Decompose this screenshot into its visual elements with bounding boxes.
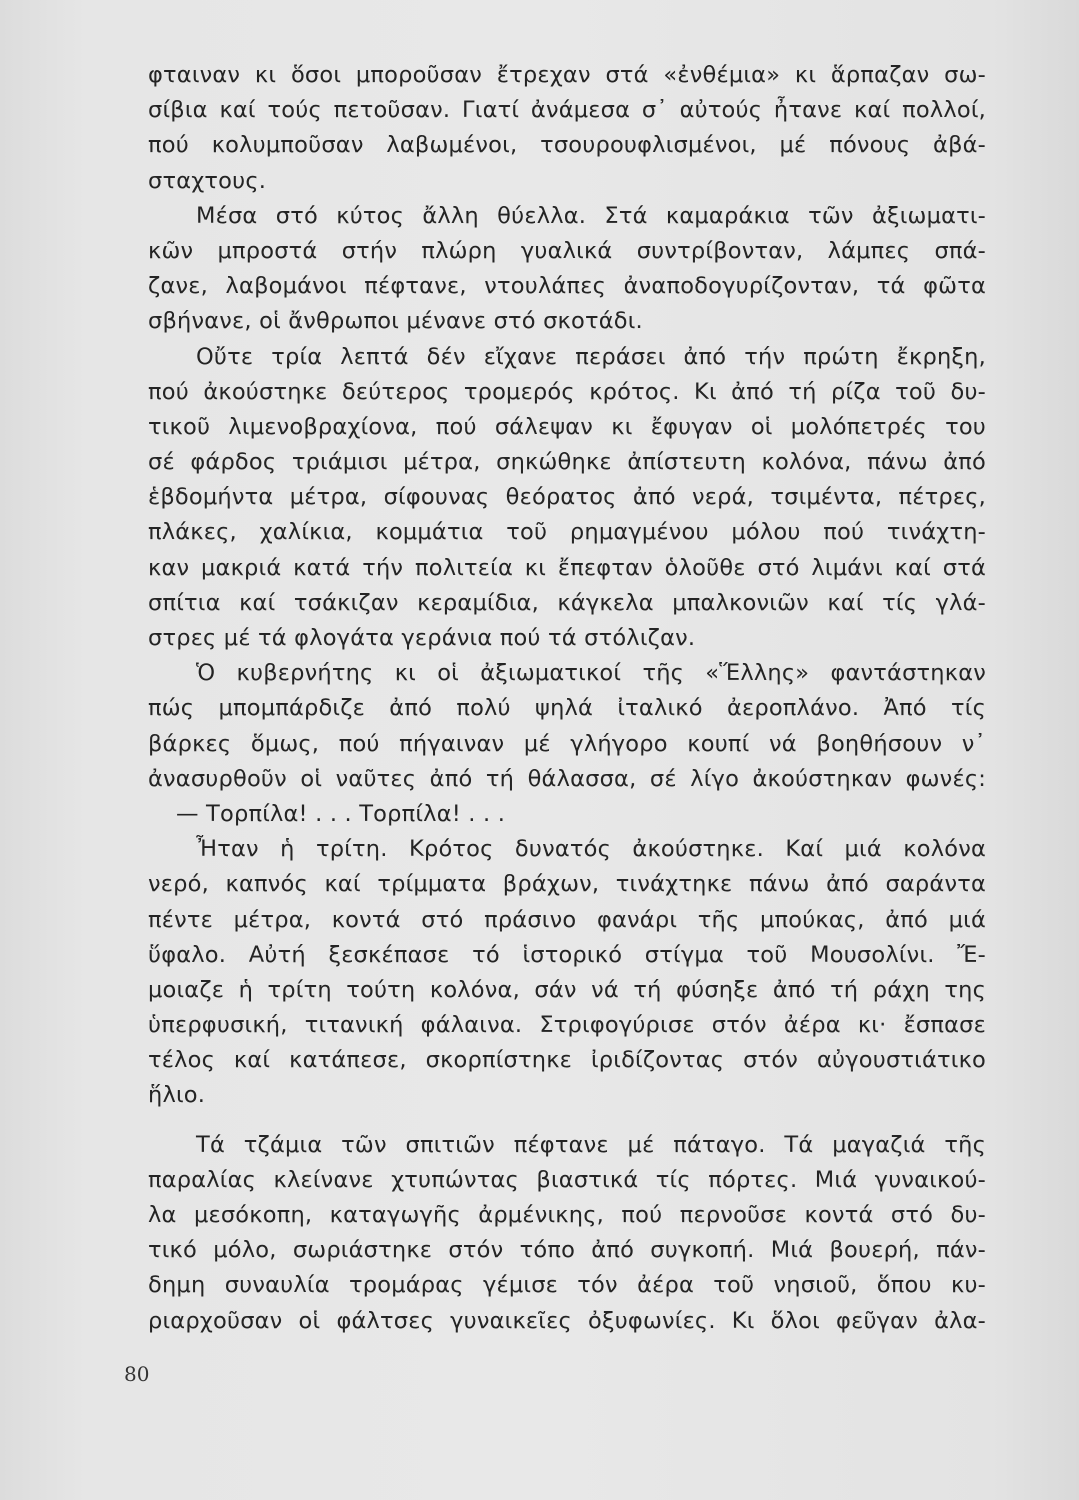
text-line: ὕφαλο. Αὐτή ξεσκέπασε τό ἱστορικό στίγμα τοῦ Μουσολίνι. Ἔ- (148, 941, 986, 968)
paragraph-first-line: Τά τζάμια τῶν σπιτιῶν πέφτανε μέ πάταγο. Τά μαγαζιά τῆς (196, 1131, 986, 1158)
text-line: τικό μόλο, σωριάστηκε στόν τόπο ἀπό συγκοπή. Μιά βουερή, πάν- (148, 1237, 986, 1264)
text-line: ἑβδομήντα μέτρα, σίφουνας θεόρατος ἀπό νερά, τσιμέντα, πέτρες, (148, 484, 986, 511)
text-line: πλάκες, χαλίκια, κομμάτια τοῦ ρημαγμένου μόλου πού τινάχτη- (148, 519, 986, 546)
text-line: λα μεσόκοπη, καταγωγῆς ἀρμένικης, πού περνοῦσε κοντά στό δυ- (148, 1202, 986, 1228)
text-line: πώς μπομπάρδιζε ἀπό πολύ ψηλά ἰταλικό ἀεροπλάνο. Ἀπό τίς (148, 695, 986, 722)
text-line: σίβια καί τούς πετοῦσαν. Γιατί ἀνάμεσα σ᾿ αὐτούς ἦτανε καί πολλοί, (148, 97, 986, 124)
text-line: ριαρχοῦσαν οἱ φάλτσες γυναικεῖες ὀξυφωνίες. Κι ὅλοι φεῦγαν ἀλα- (148, 1307, 986, 1334)
text-line: πού κολυμποῦσαν λαβωμένοι, τσουρουφλισμένοι, μέ πόνους ἀβά- (148, 132, 986, 159)
text-line: σέ φάρδος τριάμισι μέτρα, σηκώθηκε ἀπίστευτη κολόνα, πάνω ἀπό (148, 449, 986, 476)
paragraph-first-line: Ὁ κυβερνήτης κι οἱ ἀξιωματικοί τῆς «Ἕλλης» φαντάστηκαν (196, 660, 986, 687)
body-text (148, 58, 986, 1339)
paragraph-gap (148, 1114, 986, 1128)
paragraph-first-line: Ἦταν ἡ τρίτη. Κρότος δυνατός ἀκούστηκε. Καί μιά κολόνα (196, 836, 986, 863)
page-number: 80 (124, 1362, 150, 1386)
text-line: ἀνασυρθοῦν οἱ ναῦτες ἀπό τή θάλασσα, σέ λίγο ἀκούστηκαν φωνές: (148, 765, 986, 792)
text-line: πέντε μέτρα, κοντά στό πράσινο φανάρι τῆς μπούκας, ἀπό μιά (148, 906, 986, 933)
text-line: τικοῦ λιμενοβραχίονα, πού σάλεψαν κι ἔφυγαν οἱ μολόπετρές του (148, 413, 986, 440)
text-line: σπίτια καί τσάκιζαν κεραμίδια, κάγκελα μπαλκονιῶν καί τίς γλά- (148, 589, 986, 616)
text-line: κῶν μπροστά στήν πλώρη γυαλικά συντρίβονταν, λάμπες σπά- (148, 237, 986, 264)
paragraph-first-line: Οὔτε τρία λεπτά δέν εἴχανε περάσει ἀπό τήν πρώτη ἔκρηξη, (196, 343, 986, 370)
text-line: σβήνανε, οἱ ἄνθρωποι μένανε στό σκοτάδι. (148, 308, 643, 335)
text-line: ἥλιο. (148, 1082, 206, 1109)
text-line: μοιαζε ἡ τρίτη τούτη κολόνα, σάν νά τή φύσηξε ἀπό τή ράχη της (148, 976, 986, 1003)
text-line: παραλίας κλείνανε χτυπώντας βιαστικά τίς πόρτες. Μιά γυναικού- (148, 1166, 986, 1193)
text-line: σταχτους. (148, 167, 267, 194)
text-line: πού ἀκούστηκε δεύτερος τρομερός κρότος. Κι ἀπό τή ρίζα τοῦ δυ- (148, 378, 986, 405)
text-line: καν μακριά κατά τήν πολιτεία κι ἔπεφταν ὁλοῦθε στό λιμάνι καί στά (148, 554, 986, 581)
text-line: ζανε, λαβομάνοι πέφτανε, ντουλάπες ἀναποδογυρίζονταν, τά φῶτα (148, 273, 986, 300)
text-line: στρες μέ τά φλογάτα γεράνια πού τά στόλιζαν. (148, 625, 696, 651)
text-line: ὑπερφυσική, τιτανική φάλαινα. Στριφογύρισε στόν ἀέρα κι· ἔσπασε (148, 1012, 986, 1039)
paragraph-first-line: Μέσα στό κύτος ἄλλη θύελλα. Στά καμαράκια τῶν ἀξιωματι- (196, 202, 986, 229)
text-line: φταιναν κι ὅσοι μποροῦσαν ἔτρεχαν στά «ἐνθέμια» κι ἅρπαζαν σω- (148, 62, 986, 88)
text-line: τέλος καί κατάπεσε, σκορπίστηκε ἰριδίζοντας στόν αὐγουστιάτικο (148, 1047, 986, 1074)
text-line: νερό, καπνός καί τρίμματα βράχων, τινάχτηκε πάνω ἀπό σαράντα (148, 871, 986, 898)
dialogue-line: — Τορπίλα! . . . Τορπίλα! . . . (176, 800, 506, 827)
text-line: βάρκες ὅμως, πού πήγαιναν μέ γλήγορο κουπί νά βοηθήσουν ν᾿ (148, 730, 986, 757)
text-line: δημη συναυλία τρομάρας γέμισε τόν ἀέρα τοῦ νησιοῦ, ὅπου κυ- (148, 1272, 986, 1299)
